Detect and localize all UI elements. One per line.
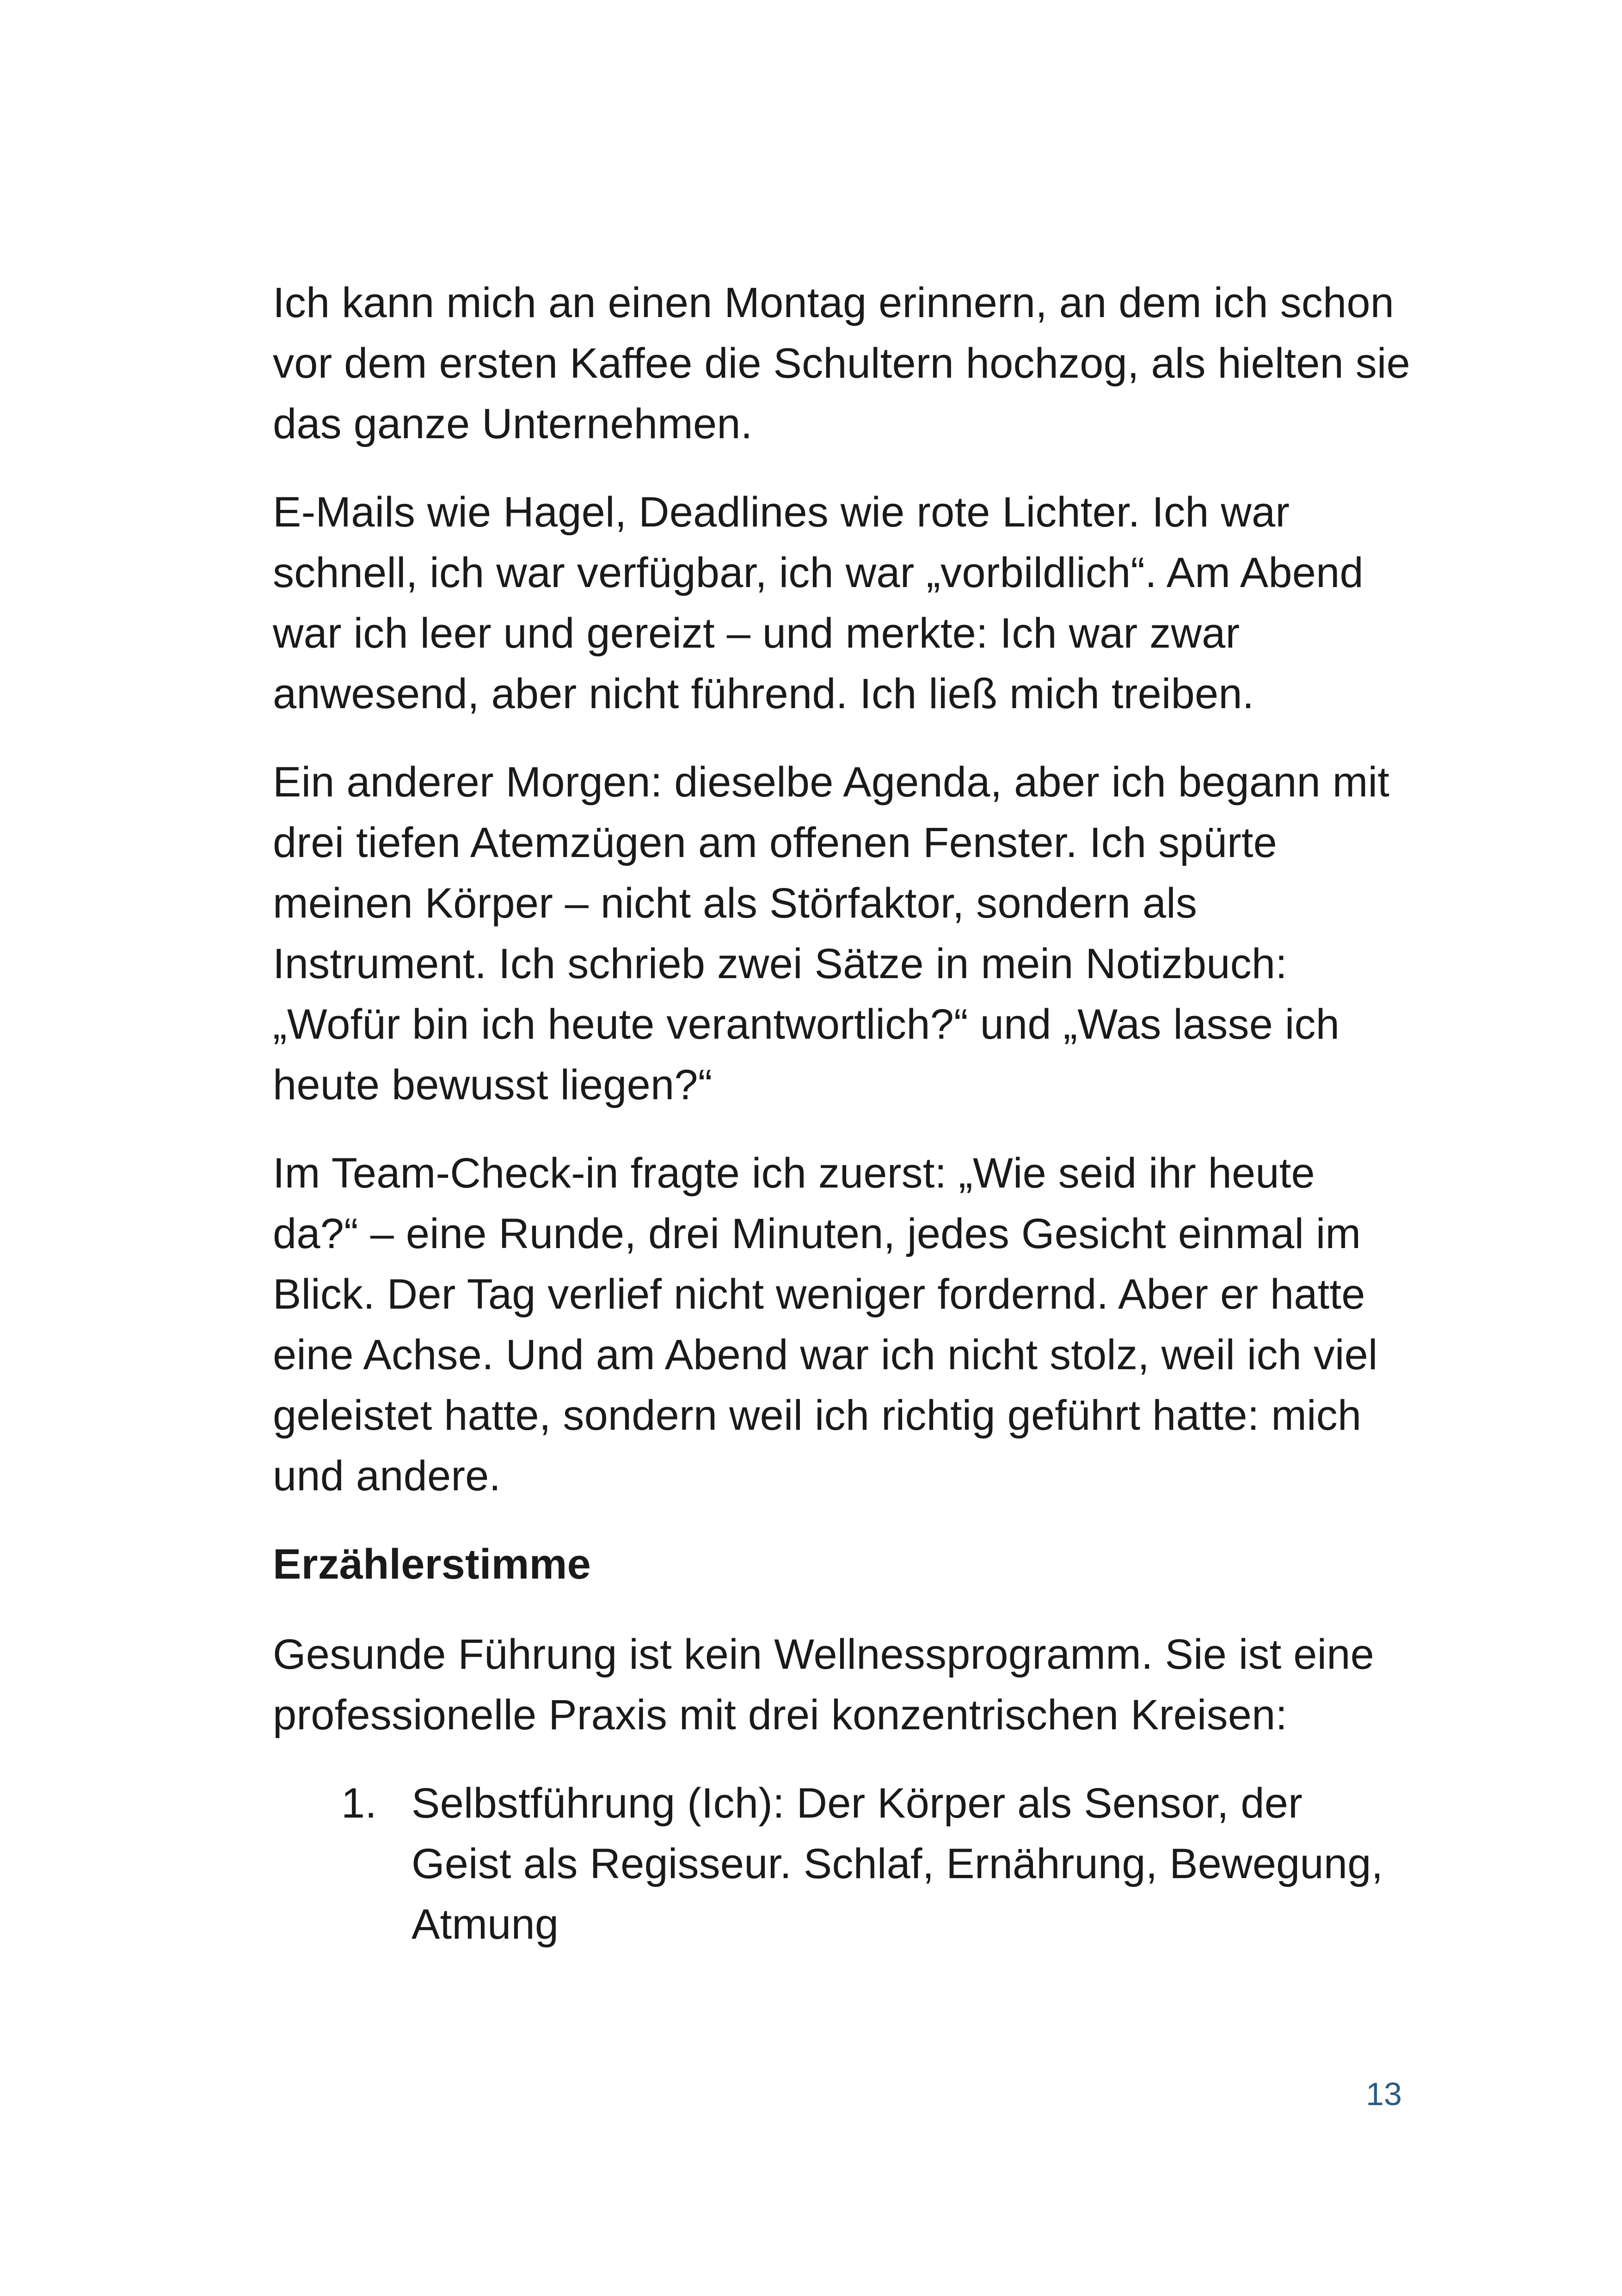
- list-item-text: Selbstführung (Ich): Der Körper als Sensor, der Geist als Regisseur. Schlaf, Ernährung, Bewegung, Atmung: [412, 1780, 1383, 1948]
- page-number: 13: [1366, 2076, 1402, 2112]
- section-paragraph: Gesunde Führung ist kein Wellnessprogramm. Sie ist eine professionelle Praxis mit drei konzentrischen Kreisen:: [273, 1631, 1374, 1739]
- list-item: [273, 1773, 1410, 1955]
- paragraph-2: E-Mails wie Hagel, Deadlines wie rote Lichter. Ich war schnell, ich war verfügbar, ich war „vorbildlich“. Am Abend war ich leer und gereizt – und merkte: Ich war zwar anwesend, aber nicht führend. Ich ließ mich treiben.: [273, 489, 1364, 717]
- paragraph-4: Im Team-Check-in fragte ich zuerst: „Wie seid ihr heute da?“ – eine Runde, drei Minuten, jedes Gesicht einmal im Blick. Der Tag verlief nicht weniger fordernd. Aber er hatte eine Achse. Und am Abend war ich nicht stolz, weil ich viel geleistet hatte, sondern weil ich richtig geführt hatte: mich und andere.: [273, 1150, 1378, 1500]
- paragraph-3: Ein anderer Morgen: dieselbe Agenda, aber ich begann mit drei tiefen Atemzügen am offenen Fenster. Ich spürte meinen Körper – nicht als Störfaktor, sondern als Instrument. Ich schrieb zwei Sätze in mein Notizbuch: „Wofür bin ich heute verantwortlich?“ und „Was lasse ich heute bewusst liegen?“: [273, 759, 1390, 1108]
- numbered-list: [273, 1773, 1410, 1955]
- body-text: [273, 273, 1410, 1955]
- paragraph-1: Ich kann mich an einen Montag erinnern, an dem ich schon vor dem ersten Kaffee die Schultern hochzog, als hielten sie das ganze Unternehmen.: [273, 279, 1410, 447]
- section-heading: Erzählerstimme: [273, 1541, 591, 1588]
- list-item-number: 1.: [341, 1780, 377, 1827]
